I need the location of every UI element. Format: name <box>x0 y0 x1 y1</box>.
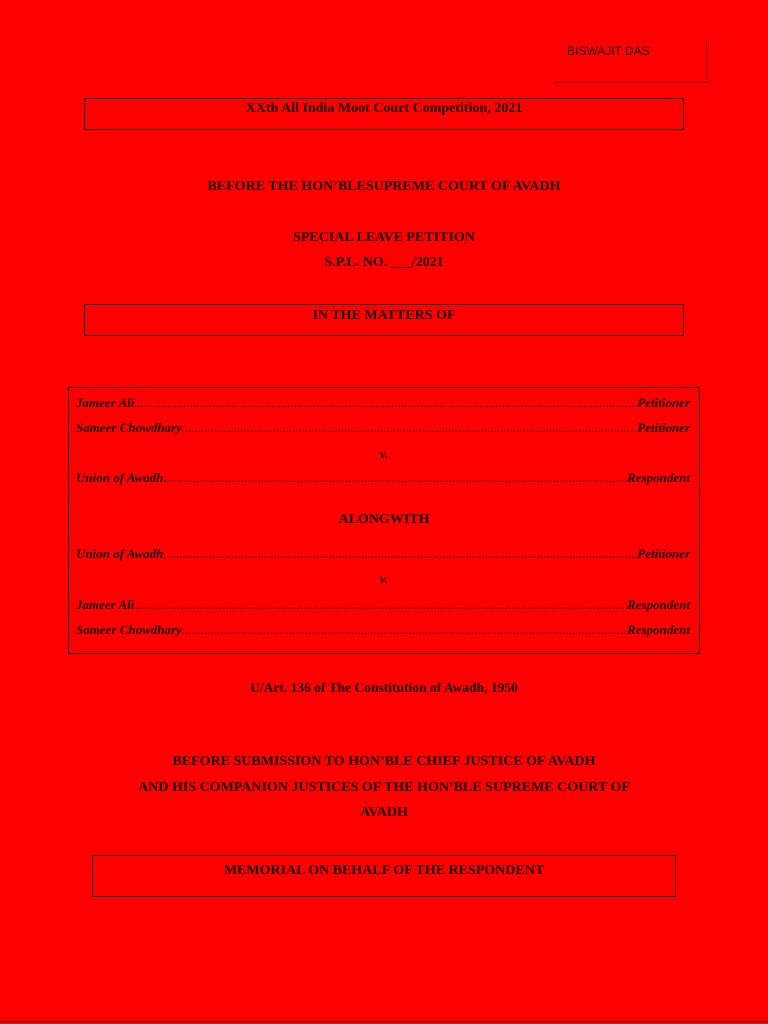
party-role: Petitioner <box>637 546 690 561</box>
alongwith-label: ALONGWITH <box>338 512 430 527</box>
party-name: Union of Awadh <box>76 546 164 561</box>
author-name: BISWAJIT DAS <box>567 44 650 58</box>
matters-box <box>84 304 684 336</box>
petition-number: S.P.L. NO. ___/2021 <box>324 255 444 270</box>
party-row <box>76 420 690 436</box>
submission-line-1: BEFORE SUBMISSION TO HON’BLE CHIEF JUSTICE OF AVADH <box>172 754 596 769</box>
page-edge-line <box>0 1021 768 1022</box>
party-row <box>76 622 690 638</box>
memorial-title: MEMORIAL ON BEHALF OF THE RESPONDENT <box>223 863 545 878</box>
submission-line-2: AND HIS COMPANION JUSTICES OF THE HON’BLE SUPREME COURT OF <box>138 780 630 795</box>
party-role: Petitioner <box>637 420 690 435</box>
competition-title: XXth All India Moot Court Competition, 2021 <box>245 101 523 116</box>
party-role: Respondent <box>627 470 690 485</box>
competition-box <box>84 98 684 130</box>
party-name: Sameer Chowdhary <box>76 420 182 435</box>
party-row <box>76 470 690 486</box>
memorial-box <box>92 855 676 897</box>
court-heading: BEFORE THE HON’BLESUPREME COURT OF AVADH <box>207 179 561 194</box>
parties-box <box>68 387 700 654</box>
party-name: Jameer Ali <box>76 597 135 612</box>
matters-heading: IN THE MATTERS OF <box>312 308 456 323</box>
party-role: Petitioner <box>637 395 690 410</box>
party-row <box>76 546 690 562</box>
party-row <box>76 597 690 613</box>
petition-type: SPECIAL LEAVE PETITION <box>293 230 475 245</box>
party-name: Sameer Chowdhary <box>76 622 182 637</box>
party-name: Union of Awadh <box>76 470 164 485</box>
party-name: Jameer Ali <box>76 395 135 410</box>
party-role: Respondent <box>627 597 690 612</box>
party-row <box>76 395 690 411</box>
article-reference: U/Art. 136 of The Constitution of Awadh, 1950 <box>250 680 518 695</box>
submission-line-3: AVADH <box>360 805 408 820</box>
versus-label: v. <box>379 571 389 586</box>
versus-label: v. <box>379 446 389 461</box>
party-role: Respondent <box>627 622 690 637</box>
